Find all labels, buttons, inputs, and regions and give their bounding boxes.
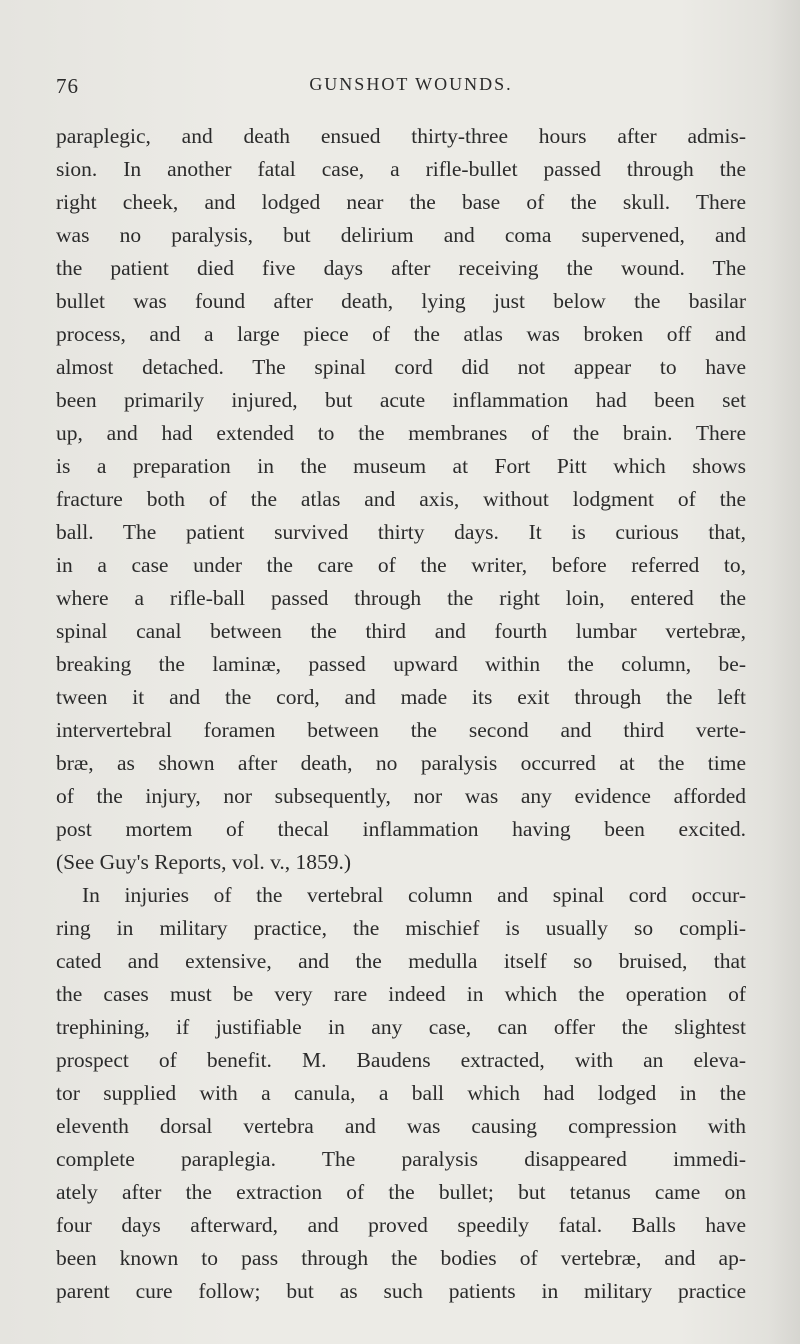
text-line: almost detached. The spinal cord did not appear to have xyxy=(56,355,746,379)
text-line: the patient died five days after receiving the wound. The xyxy=(56,256,746,280)
text-line: where a rifle-ball passed through the right loin, entered the xyxy=(56,586,746,610)
text-line: of the injury, nor subsequently, nor was any evidence afforded xyxy=(56,784,746,808)
text-line: fracture both of the atlas and axis, without lodgment of the xyxy=(56,487,746,511)
text-line: in a case under the care of the writer, before referred to, xyxy=(56,553,746,577)
text-line: parent cure follow; but as such patients in military practice xyxy=(56,1279,746,1303)
text-line: process, and a large piece of the atlas was broken off and xyxy=(56,322,746,346)
text-line: prospect of benefit. M. Baudens extracted, with an eleva- xyxy=(56,1048,746,1072)
running-head: GUNSHOT WOUNDS. xyxy=(309,74,513,94)
text-line: intervertebral foramen between the second and third verte- xyxy=(56,718,746,742)
text-line: tor supplied with a canula, a ball which had lodged in the xyxy=(56,1081,746,1105)
text-line: ring in military practice, the mischief is usually so compli- xyxy=(56,916,746,940)
text-line: tween it and the cord, and made its exit through the left xyxy=(56,685,746,709)
text-line: complete paraplegia. The paralysis disappeared immedi- xyxy=(56,1147,746,1171)
text-line: right cheek, and lodged near the base of the skull. There xyxy=(56,190,746,214)
text-line: post mortem of thecal inflammation having been excited. xyxy=(56,817,746,841)
text-line: sion. In another fatal case, a rifle-bullet passed through the xyxy=(56,157,746,181)
body-text xyxy=(56,120,746,1308)
text-line: paraplegic, and death ensued thirty-three hours after admis- xyxy=(56,124,746,148)
text-line: was no paralysis, but delirium and coma supervened, and xyxy=(56,223,746,247)
text-line: (See Guy's Reports, vol. v., 1859.) xyxy=(56,850,352,874)
text-line: the cases must be very rare indeed in which the operation of xyxy=(56,982,746,1006)
text-line: bræ, as shown after death, no paralysis occurred at the time xyxy=(56,751,746,775)
text-line: spinal canal between the third and fourth lumbar vertebræ, xyxy=(56,619,746,643)
page-number: 76 xyxy=(56,74,79,98)
text-line: been known to pass through the bodies of vertebræ, and ap- xyxy=(56,1246,746,1270)
text-line: cated and extensive, and the medulla itself so bruised, that xyxy=(56,949,746,973)
text-line: bullet was found after death, lying just below the basilar xyxy=(56,289,746,313)
text-line: ball. The patient survived thirty days. It is curious that, xyxy=(56,520,746,544)
text-line: up, and had extended to the membranes of the brain. There xyxy=(56,421,746,445)
text-line: is a preparation in the museum at Fort Pitt which shows xyxy=(56,454,746,478)
text-line: breaking the laminæ, passed upward within the column, be- xyxy=(56,652,746,676)
text-line: been primarily injured, but acute inflammation had been set xyxy=(56,388,746,412)
text-line: In injuries of the vertebral column and spinal cord occur- xyxy=(82,883,746,907)
text-line: trephining, if justifiable in any case, can offer the slightest xyxy=(56,1015,746,1039)
text-line: four days afterward, and proved speedily fatal. Balls have xyxy=(56,1213,746,1237)
text-line: ately after the extraction of the bullet; but tetanus came on xyxy=(56,1180,746,1204)
text-line: eleventh dorsal vertebra and was causing compression with xyxy=(56,1114,746,1138)
page-header xyxy=(56,74,746,104)
